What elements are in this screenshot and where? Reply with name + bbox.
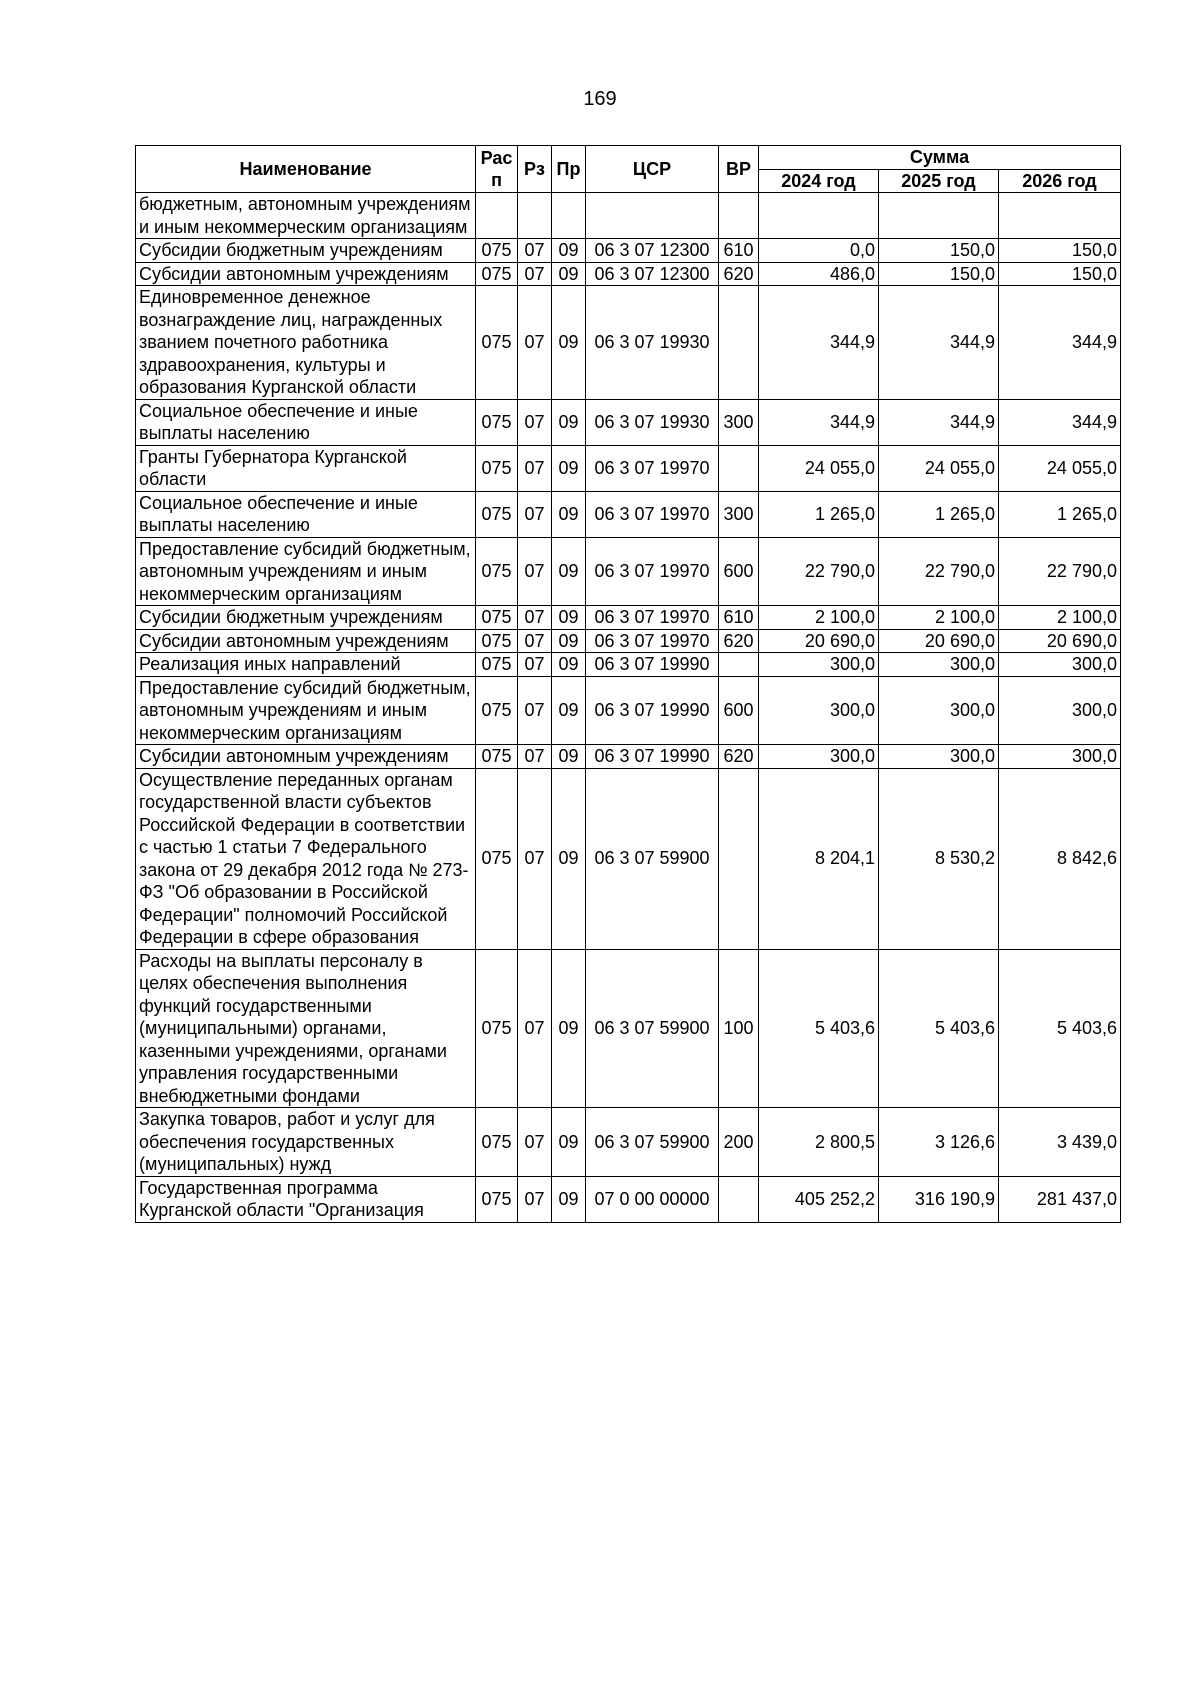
- cell-csr: 06 3 07 12300: [586, 262, 719, 286]
- table-row: [136, 676, 1121, 745]
- cell-vr: [719, 286, 759, 400]
- cell-pr: 09: [552, 445, 586, 491]
- cell-2025: 150,0: [879, 262, 999, 286]
- cell-2026: 150,0: [999, 262, 1121, 286]
- cell-rz: 07: [518, 537, 552, 606]
- cell-vr: [719, 193, 759, 239]
- cell-vr: 620: [719, 745, 759, 769]
- cell-csr: 06 3 07 19970: [586, 606, 719, 630]
- cell-2024: 1 265,0: [759, 491, 879, 537]
- cell-2025: 5 403,6: [879, 949, 999, 1108]
- header-year-2026: 2026 год: [999, 169, 1121, 193]
- budget-table: [135, 145, 1121, 1223]
- table-row: [136, 239, 1121, 263]
- cell-vr: 600: [719, 676, 759, 745]
- cell-2025: 316 190,9: [879, 1176, 999, 1222]
- cell-2026: 281 437,0: [999, 1176, 1121, 1222]
- cell-vr: [719, 445, 759, 491]
- cell-2024: 405 252,2: [759, 1176, 879, 1222]
- cell-rz: 07: [518, 629, 552, 653]
- cell-2024: 486,0: [759, 262, 879, 286]
- cell-2026: [999, 193, 1121, 239]
- cell-pr: 09: [552, 745, 586, 769]
- table-row: [136, 653, 1121, 677]
- table-row: [136, 606, 1121, 630]
- cell-rasp: 075: [476, 262, 518, 286]
- cell-2025: 150,0: [879, 239, 999, 263]
- cell-csr: 06 3 07 19970: [586, 491, 719, 537]
- cell-name: Субсидии автономным учреждениям: [136, 262, 476, 286]
- cell-name: Закупка товаров, работ и услуг для обеспечения государственных (муниципальных) нужд: [136, 1108, 476, 1177]
- cell-rasp: 075: [476, 1108, 518, 1177]
- cell-pr: 09: [552, 606, 586, 630]
- cell-pr: 09: [552, 491, 586, 537]
- cell-rz: 07: [518, 949, 552, 1108]
- cell-2024: 0,0: [759, 239, 879, 263]
- cell-vr: [719, 1176, 759, 1222]
- table-row: [136, 286, 1121, 400]
- cell-name: Государственная программа Курганской области "Организация: [136, 1176, 476, 1222]
- cell-2024: 22 790,0: [759, 537, 879, 606]
- cell-csr: [586, 193, 719, 239]
- cell-name: Субсидии автономным учреждениям: [136, 629, 476, 653]
- cell-csr: 06 3 07 19970: [586, 629, 719, 653]
- cell-rz: 07: [518, 262, 552, 286]
- cell-rasp: 075: [476, 629, 518, 653]
- table-row: [136, 445, 1121, 491]
- cell-2024: 2 100,0: [759, 606, 879, 630]
- cell-name: Предоставление субсидий бюджетным, автономным учреждениям и иным некоммерческим организациям: [136, 537, 476, 606]
- cell-pr: 09: [552, 676, 586, 745]
- cell-pr: 09: [552, 262, 586, 286]
- cell-2026: 8 842,6: [999, 768, 1121, 949]
- cell-pr: 09: [552, 768, 586, 949]
- cell-2026: 5 403,6: [999, 949, 1121, 1108]
- table-header: [136, 146, 1121, 193]
- cell-2025: 344,9: [879, 399, 999, 445]
- header-csr: ЦСР: [586, 146, 719, 193]
- cell-2026: 344,9: [999, 286, 1121, 400]
- cell-rz: 07: [518, 745, 552, 769]
- cell-2024: 24 055,0: [759, 445, 879, 491]
- cell-csr: 06 3 07 19930: [586, 399, 719, 445]
- cell-vr: [719, 653, 759, 677]
- cell-vr: 200: [719, 1108, 759, 1177]
- cell-2025: 2 100,0: [879, 606, 999, 630]
- table-body: [136, 193, 1121, 1223]
- cell-2025: 8 530,2: [879, 768, 999, 949]
- cell-2026: 3 439,0: [999, 1108, 1121, 1177]
- cell-2025: 22 790,0: [879, 537, 999, 606]
- cell-2025: 300,0: [879, 676, 999, 745]
- cell-name: Субсидии бюджетным учреждениям: [136, 239, 476, 263]
- cell-2025: 24 055,0: [879, 445, 999, 491]
- cell-csr: 06 3 07 59900: [586, 949, 719, 1108]
- header-pr: Пр: [552, 146, 586, 193]
- cell-vr: 600: [719, 537, 759, 606]
- table-row: [136, 629, 1121, 653]
- cell-2026: 1 265,0: [999, 491, 1121, 537]
- cell-name: Субсидии автономным учреждениям: [136, 745, 476, 769]
- cell-csr: 07 0 00 00000: [586, 1176, 719, 1222]
- cell-rasp: 075: [476, 239, 518, 263]
- cell-2024: 344,9: [759, 399, 879, 445]
- cell-rasp: 075: [476, 491, 518, 537]
- cell-rasp: 075: [476, 676, 518, 745]
- cell-pr: 09: [552, 537, 586, 606]
- cell-vr: 610: [719, 239, 759, 263]
- cell-pr: [552, 193, 586, 239]
- header-summa: Сумма: [759, 146, 1121, 170]
- cell-rasp: 075: [476, 745, 518, 769]
- cell-rz: 07: [518, 768, 552, 949]
- cell-rasp: [476, 193, 518, 239]
- cell-rz: 07: [518, 445, 552, 491]
- cell-pr: 09: [552, 1108, 586, 1177]
- cell-2024: 5 403,6: [759, 949, 879, 1108]
- cell-rasp: 075: [476, 286, 518, 400]
- cell-vr: 620: [719, 629, 759, 653]
- header-year-2024: 2024 год: [759, 169, 879, 193]
- table-row: [136, 262, 1121, 286]
- cell-rasp: 075: [476, 445, 518, 491]
- cell-2025: 1 265,0: [879, 491, 999, 537]
- cell-rz: 07: [518, 676, 552, 745]
- cell-2024: 300,0: [759, 676, 879, 745]
- header-rz: Рз: [518, 146, 552, 193]
- cell-2026: 344,9: [999, 399, 1121, 445]
- cell-2024: 300,0: [759, 653, 879, 677]
- cell-rz: 07: [518, 1108, 552, 1177]
- cell-name: Гранты Губернатора Курганской области: [136, 445, 476, 491]
- cell-rz: 07: [518, 491, 552, 537]
- cell-2026: 300,0: [999, 745, 1121, 769]
- cell-name: Социальное обеспечение и иные выплаты населению: [136, 491, 476, 537]
- cell-rasp: 075: [476, 768, 518, 949]
- cell-name: Субсидии бюджетным учреждениям: [136, 606, 476, 630]
- cell-2025: 300,0: [879, 745, 999, 769]
- table-row: [136, 537, 1121, 606]
- cell-2024: 20 690,0: [759, 629, 879, 653]
- header-year-2025: 2025 год: [879, 169, 999, 193]
- cell-vr: 100: [719, 949, 759, 1108]
- cell-name: Расходы на выплаты персоналу в целях обеспечения выполнения функций государственными (муниципальными) органами, казенными учреждениями, органами управления государственными внебюджетными фондами: [136, 949, 476, 1108]
- cell-2024: [759, 193, 879, 239]
- cell-pr: 09: [552, 653, 586, 677]
- cell-2025: 20 690,0: [879, 629, 999, 653]
- cell-csr: 06 3 07 12300: [586, 239, 719, 263]
- cell-2025: [879, 193, 999, 239]
- cell-2024: 344,9: [759, 286, 879, 400]
- cell-csr: 06 3 07 59900: [586, 1108, 719, 1177]
- page-number: 169: [583, 88, 617, 110]
- cell-rasp: 075: [476, 1176, 518, 1222]
- table-row: [136, 1108, 1121, 1177]
- cell-2026: 2 100,0: [999, 606, 1121, 630]
- cell-vr: 620: [719, 262, 759, 286]
- header-name: Наименование: [136, 146, 476, 193]
- cell-pr: 09: [552, 239, 586, 263]
- cell-rasp: 075: [476, 949, 518, 1108]
- cell-vr: 300: [719, 491, 759, 537]
- cell-rz: 07: [518, 1176, 552, 1222]
- cell-name: Социальное обеспечение и иные выплаты населению: [136, 399, 476, 445]
- cell-2026: 150,0: [999, 239, 1121, 263]
- cell-csr: 06 3 07 19990: [586, 653, 719, 677]
- cell-2026: 22 790,0: [999, 537, 1121, 606]
- cell-rasp: 075: [476, 537, 518, 606]
- header-vr: ВР: [719, 146, 759, 193]
- cell-rasp: 075: [476, 653, 518, 677]
- cell-2026: 300,0: [999, 676, 1121, 745]
- cell-2025: 300,0: [879, 653, 999, 677]
- cell-rz: 07: [518, 239, 552, 263]
- cell-2026: 24 055,0: [999, 445, 1121, 491]
- cell-2025: 3 126,6: [879, 1108, 999, 1177]
- cell-pr: 09: [552, 949, 586, 1108]
- table-row: [136, 949, 1121, 1108]
- cell-rasp: 075: [476, 606, 518, 630]
- cell-2024: 300,0: [759, 745, 879, 769]
- cell-name: Единовременное денежное вознаграждение лиц, награжденных званием почетного работника здравоохранения, культуры и образования Курганской области: [136, 286, 476, 400]
- cell-csr: 06 3 07 19970: [586, 445, 719, 491]
- cell-2026: 20 690,0: [999, 629, 1121, 653]
- table-row: [136, 768, 1121, 949]
- cell-rasp: 075: [476, 399, 518, 445]
- cell-csr: 06 3 07 19990: [586, 745, 719, 769]
- cell-vr: [719, 768, 759, 949]
- table-row: [136, 399, 1121, 445]
- cell-rz: [518, 193, 552, 239]
- table-row: [136, 491, 1121, 537]
- cell-2024: 2 800,5: [759, 1108, 879, 1177]
- cell-2026: 300,0: [999, 653, 1121, 677]
- cell-name: Реализация иных направлений: [136, 653, 476, 677]
- cell-csr: 06 3 07 19930: [586, 286, 719, 400]
- cell-name: Предоставление субсидий бюджетным, автономным учреждениям и иным некоммерческим организациям: [136, 676, 476, 745]
- cell-2024: 8 204,1: [759, 768, 879, 949]
- cell-rz: 07: [518, 399, 552, 445]
- table-row: [136, 193, 1121, 239]
- cell-csr: 06 3 07 59900: [586, 768, 719, 949]
- cell-2025: 344,9: [879, 286, 999, 400]
- cell-pr: 09: [552, 399, 586, 445]
- cell-rz: 07: [518, 286, 552, 400]
- cell-csr: 06 3 07 19990: [586, 676, 719, 745]
- table-row: [136, 1176, 1121, 1222]
- cell-pr: 09: [552, 629, 586, 653]
- header-rasp: Рас п: [476, 146, 518, 193]
- cell-csr: 06 3 07 19970: [586, 537, 719, 606]
- cell-name: Осуществление переданных органам государственной власти субъектов Российской Федерации в соответствии с частью 1 статьи 7 Федерального закона от 29 декабря 2012 года № 273-ФЗ "Об образовании в Российской Федерации" полномочий Российской Федерации в сфере образования: [136, 768, 476, 949]
- table-row: [136, 745, 1121, 769]
- cell-name: бюджетным, автономным учреждениям и иным некоммерческим организациям: [136, 193, 476, 239]
- cell-pr: 09: [552, 286, 586, 400]
- cell-vr: 610: [719, 606, 759, 630]
- cell-rz: 07: [518, 606, 552, 630]
- cell-rz: 07: [518, 653, 552, 677]
- cell-pr: 09: [552, 1176, 586, 1222]
- cell-vr: 300: [719, 399, 759, 445]
